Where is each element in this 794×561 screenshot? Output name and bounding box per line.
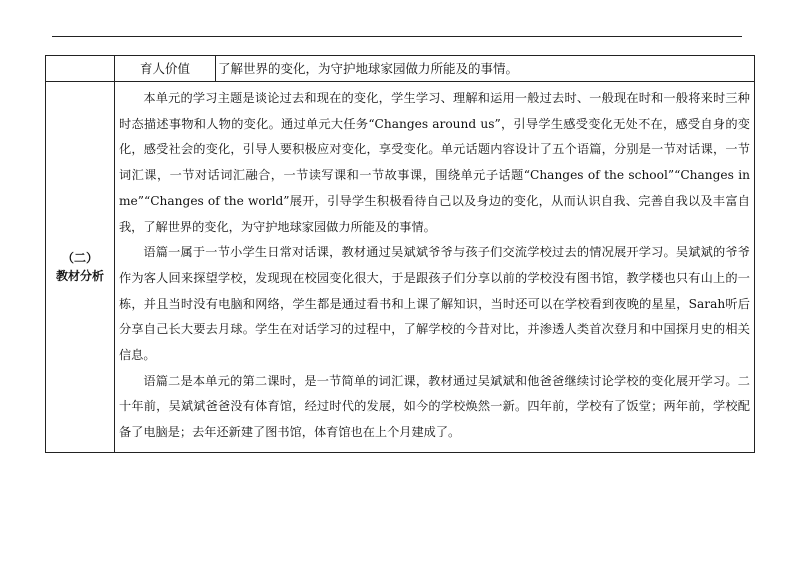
section-label-cell <box>46 82 115 453</box>
empty-cell <box>46 56 115 82</box>
analysis-content <box>115 82 755 453</box>
value-label: 育人价值 <box>115 56 216 82</box>
paragraph-text-one: 语篇一属于一节小学生日常对话课，教材通过吴斌斌爷爷与孩子们交流学校过去的情况展开学习。吴斌斌的爷爷作为客人回来探望学校，发现现在校园变化很大，于是跟孩子们分享以前的学校没有图书馆，教学楼也只有山上的一栋，并且当时没有电脑和网络，学生都是通过看书和上课了解知识，当时还可以在学校看到夜晚的星星，Sarah听后分享自己长大要去月球。学生在对话学习的过程中，了解学校的今昔对比，并渗透人类首次登月和中国探月史的相关信息。 <box>119 245 750 363</box>
section-number: （二） <box>61 250 98 265</box>
section-title: 教材分析 <box>55 268 104 283</box>
header-rule <box>52 36 742 37</box>
paragraph-unit-overview: 本单元的学习主题是谈论过去和现在的变化，学生学习、理解和运用一般过去时、一般现在时和一般将来时三种时态描述事物和人物的变化。通过单元大任务“Changes around us”，引导学生感受变化无处不在，感受自身的变化，感受社会的变化，引导人要积极应对变化，享受变化。单元话题内容设计了五个语篇，分别是一节对话课，一节词汇课，一节对话词汇融合，一节读写课和一节故事课，围绕单元子话题“Changes of the school”“Changes in me”“Changes of the world”展开，引导学生积极看待自己以及身边的变化，从而认识自我、完善自我以及丰富自我，了解世界的变化，为守护地球家园做力所能及的事情。 <box>119 91 750 234</box>
value-row <box>46 56 755 82</box>
lesson-analysis-table <box>45 55 755 453</box>
analysis-row <box>46 82 755 453</box>
paragraph-text-two: 语篇二是本单元的第二课时，是一节简单的词汇课，教材通过吴斌斌和他爸爸继续讨论学校的变化展开学习。二十年前，吴斌斌爸爸没有体育馆，经过时代的发展，如今的学校焕然一新。四年前，学校有了饭堂；两年前，学校配备了电脑是；去年还新建了图书馆，体育馆也在上个月建成了。 <box>119 373 750 440</box>
value-text: 了解世界的变化，为守护地球家园做力所能及的事情。 <box>216 56 755 82</box>
